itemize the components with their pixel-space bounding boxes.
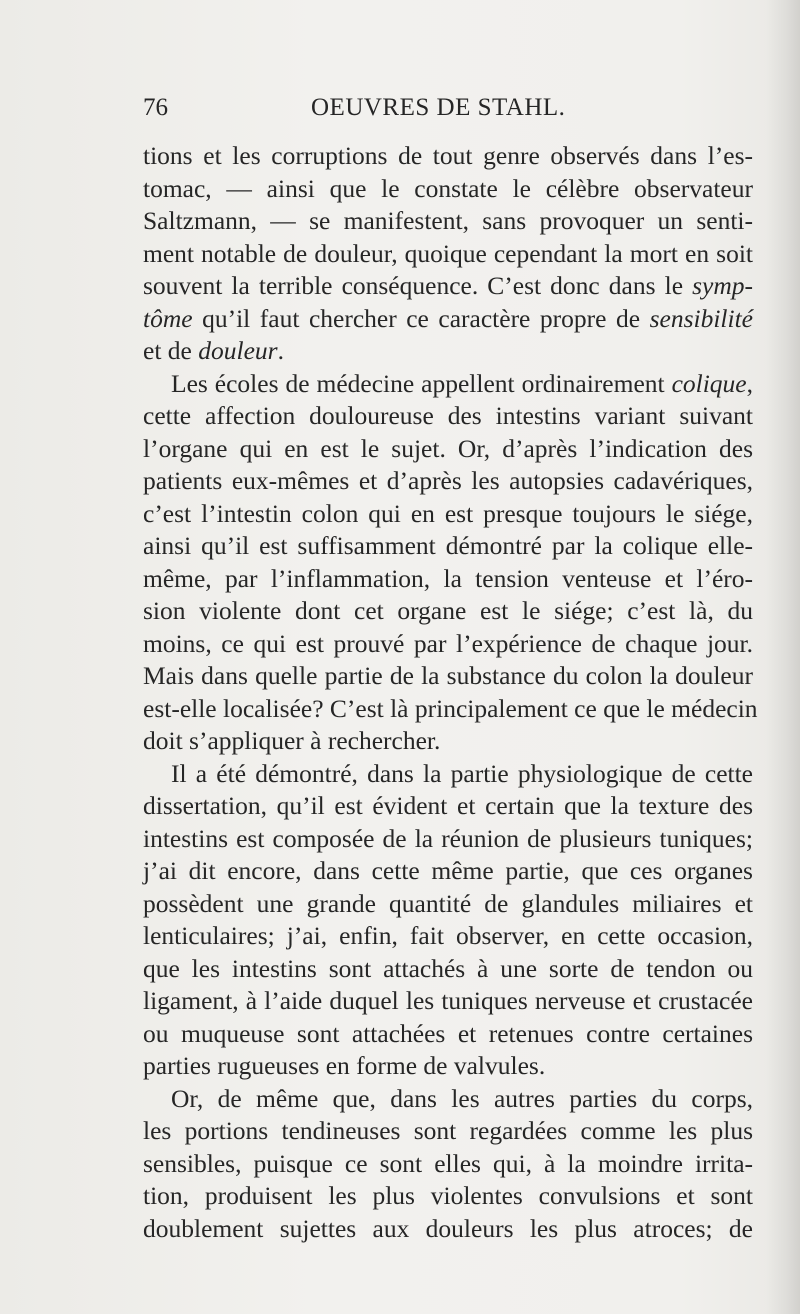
line-text: possèdent une grande quantité de glandules miliaires et <box>143 888 753 918</box>
line-text: ainsi qu’il est suffisamment démontré par la colique elle- <box>143 531 753 560</box>
text-line <box>143 693 758 726</box>
line-text: doublement sujettes aux douleurs les plus atroces; de <box>143 1213 753 1243</box>
text-line <box>143 823 753 856</box>
text-line <box>143 270 753 303</box>
line-text: parties rugueuses en forme de valvules. <box>143 1051 546 1080</box>
text-line <box>143 400 753 433</box>
line-text: Saltzmann, — se manifestent, sans provoquer un senti- <box>143 206 753 235</box>
page-number: 76 <box>143 94 168 121</box>
line-text: j’ai dit encore, dans cette même partie, que ces organes <box>143 856 753 885</box>
line-text: c’est l’intestin colon qui en est presque toujours le siége, <box>143 498 753 528</box>
text-line <box>143 1050 753 1083</box>
text-line <box>143 920 753 953</box>
line-text: tions et les corruptions de tout genre observés dans l’es- <box>143 141 753 170</box>
line-text: patients eux-mêmes et d’après les autopsies cadavériques, <box>143 466 753 495</box>
text-line <box>143 628 753 661</box>
text-line <box>143 465 753 498</box>
text-line <box>143 1018 753 1051</box>
page-header <box>143 94 753 134</box>
line-text: Mais dans quelle partie de la substance du colon la douleur <box>143 661 753 690</box>
text-line <box>143 205 753 238</box>
line-text: que les intestins sont attachés à une sorte de tendon ou <box>143 953 753 983</box>
italic-text: tôme <box>143 303 193 333</box>
italic-text: symp- <box>692 271 753 300</box>
line-text: . <box>277 336 284 365</box>
text-line <box>143 303 753 336</box>
line-text: et de <box>143 336 199 365</box>
text-line <box>143 335 753 368</box>
text-line <box>143 368 753 401</box>
text-line <box>143 953 753 986</box>
text-line <box>143 758 753 791</box>
text-line <box>143 1180 753 1213</box>
line-text: est-elle localisée? C’est là principalement ce que le médecin <box>143 693 758 723</box>
line-text: , <box>746 368 753 398</box>
text-line <box>143 1148 753 1181</box>
text-line <box>143 173 753 206</box>
text-line <box>143 498 753 531</box>
text-line <box>143 888 753 921</box>
line-text: ment notable de douleur, quoique cependant la mort en soit <box>143 238 753 268</box>
line-text: même, par l’inflammation, la tension venteuse et l’éro- <box>143 563 753 593</box>
line-text: dissertation, qu’il est évident et certain que la texture des <box>143 791 753 820</box>
text-line <box>143 530 753 563</box>
line-text: Les écoles de médecine appellent ordinairement <box>171 368 672 398</box>
line-text: Or, de même que, dans les autres parties du corps, <box>171 1083 753 1113</box>
text-line <box>143 140 753 173</box>
text-line <box>143 1213 753 1246</box>
line-text: les portions tendineuses sont regardées comme les plus <box>143 1116 753 1145</box>
text-line <box>143 1083 753 1116</box>
italic-text: colique <box>671 368 747 398</box>
line-text: lenticulaires; j’ai, enfin, fait observer, en cette occasion, <box>143 921 753 950</box>
text-line <box>143 595 753 628</box>
text-line <box>143 725 753 758</box>
text-line <box>143 238 753 271</box>
line-text: doit s’appliquer à rechercher. <box>143 726 441 755</box>
italic-text: sensibilité <box>649 303 753 333</box>
text-line <box>143 660 753 693</box>
text-line <box>143 1115 753 1148</box>
line-text: tomac, — ainsi que le constate le célèbre observateur <box>143 173 753 203</box>
line-text: ligament, à l’aide duquel les tuniques nerveuse et crustacée <box>143 986 753 1015</box>
text-line <box>143 985 753 1018</box>
line-text: qu’il faut chercher ce caractère propre de <box>192 303 650 333</box>
line-text: souvent la terrible conséquence. C’est donc dans le <box>143 271 693 300</box>
text-line <box>143 855 753 888</box>
line-text: cette affection douloureuse des intestins variant suivant <box>143 401 753 430</box>
line-text: sensibles, puisque ce sont elles qui, à la moindre irrita- <box>143 1148 753 1178</box>
text-line <box>143 433 753 466</box>
line-text: Il a été démontré, dans la partie physiologique de cette <box>171 758 753 788</box>
italic-text: douleur <box>198 336 278 365</box>
text-line <box>143 790 753 823</box>
text-line <box>143 563 753 596</box>
line-text: ou muqueuse sont attachées et retenues contre certaines <box>143 1018 753 1048</box>
line-text: l’organe qui en est le sujet. Or, d’après l’indication des <box>143 433 753 463</box>
line-text: tion, produisent les plus violentes convulsions et sont <box>143 1181 753 1210</box>
line-text: moins, ce qui est prouvé par l’expérience de chaque jour. <box>143 628 753 658</box>
running-head: OEUVRES DE STAHL. <box>311 94 566 121</box>
line-text: sion violente dont cet organe est le siége; c’est là, du <box>143 596 753 625</box>
body-text <box>143 140 758 1245</box>
line-text: intestins est composée de la réunion de plusieurs tuniques; <box>143 823 753 853</box>
